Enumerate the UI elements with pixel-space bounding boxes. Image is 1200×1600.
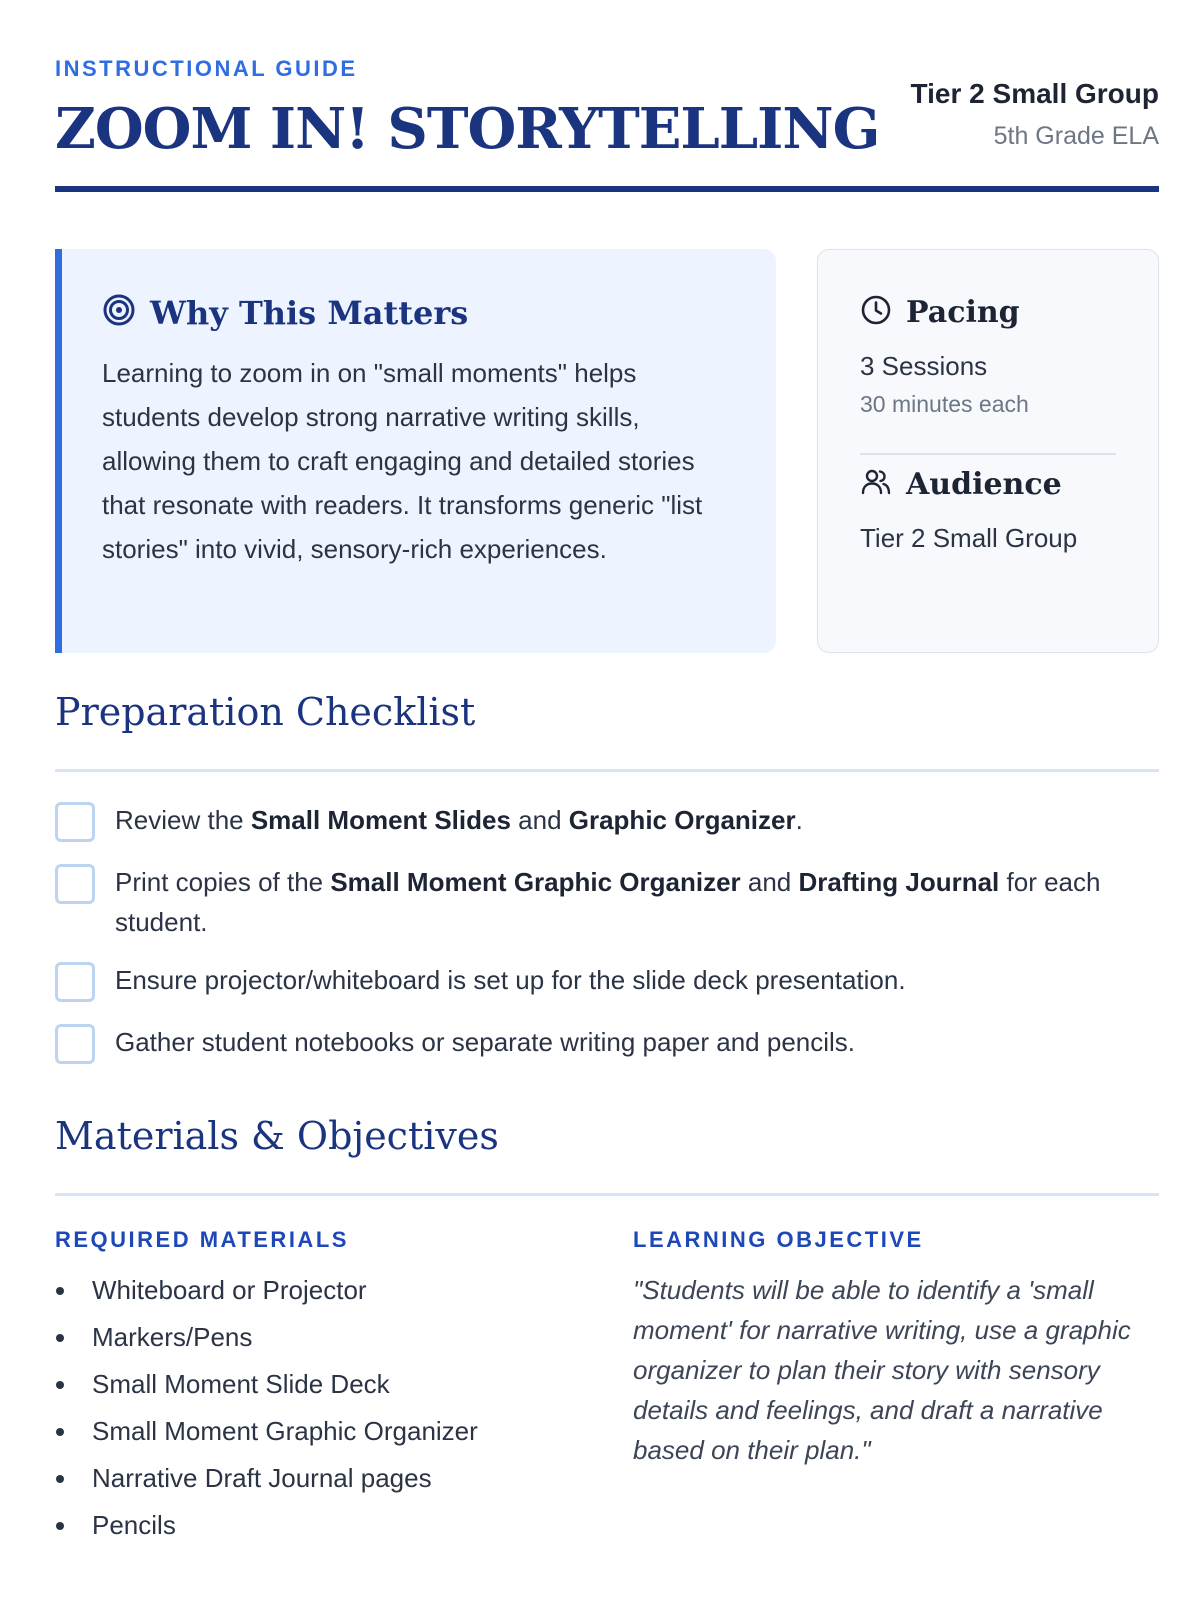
checkbox[interactable] bbox=[55, 962, 95, 1002]
learning-objective-text: "Students will be able to identify a 'small moment' for narrative writing, use a graphic organizer to plan their story with sensory details and feelings, and draft a narrative based on their plan." bbox=[633, 1275, 1131, 1465]
material-label: Small Moment Slide Deck bbox=[92, 1369, 390, 1399]
material-item bbox=[55, 1366, 478, 1413]
checklist-item-text bbox=[115, 1022, 1125, 1064]
checkbox[interactable] bbox=[55, 1024, 95, 1064]
materials-list bbox=[55, 1272, 478, 1554]
plain-text: Review the bbox=[115, 805, 251, 835]
audience-title: Audience bbox=[906, 467, 1062, 502]
document-eyebrow: INSTRUCTIONAL GUIDE bbox=[55, 56, 358, 81]
card-divider bbox=[860, 453, 1116, 455]
bullet-icon bbox=[56, 1334, 64, 1342]
clock-icon bbox=[860, 294, 892, 331]
group-label: Tier 2 Small Group bbox=[910, 78, 1159, 109]
page-title: ZOOM IN! STORYTELLING bbox=[55, 96, 880, 162]
header bbox=[55, 56, 1159, 196]
bullet-icon bbox=[56, 1287, 64, 1295]
material-item bbox=[55, 1413, 478, 1460]
plain-text: Print copies of the bbox=[115, 867, 331, 897]
plain-text: for each student. bbox=[115, 867, 1101, 937]
pacing-title: Pacing bbox=[906, 295, 1020, 330]
objective-label: LEARNING OBJECTIVE bbox=[633, 1227, 924, 1252]
header-divider bbox=[55, 186, 1159, 192]
plain-text: and bbox=[740, 867, 799, 897]
why-body: Learning to zoom in on "small moments" helps students develop strong narrative writing skills, allowing them to craft engaging and detailed stories that resonate with readers. It transforms generic "list stories" into vivid, sensory-rich experiences. bbox=[102, 358, 703, 564]
header-meta bbox=[911, 78, 1159, 151]
checkbox[interactable] bbox=[55, 864, 95, 904]
material-label: Whiteboard or Projector bbox=[92, 1275, 367, 1305]
checklist-item-text bbox=[115, 862, 1125, 942]
material-label: Small Moment Graphic Organizer bbox=[92, 1416, 478, 1446]
materials-label: REQUIRED MATERIALS bbox=[55, 1227, 349, 1252]
plain-text: Ensure projector/whiteboard is set up for the slide deck presentation. bbox=[115, 965, 906, 995]
material-item bbox=[55, 1507, 478, 1554]
instructional-guide-page bbox=[55, 0, 1159, 1600]
emphasis-text: Small Moment Slides bbox=[250, 805, 511, 835]
pacing-sub: 30 minutes each bbox=[860, 391, 1029, 417]
pacing-audience-card bbox=[817, 249, 1159, 653]
material-item bbox=[55, 1319, 478, 1366]
bullet-icon bbox=[56, 1475, 64, 1483]
pacing-value: 3 Sessions bbox=[860, 351, 988, 381]
material-label: Narrative Draft Journal pages bbox=[92, 1463, 432, 1493]
why-this-matters-callout bbox=[55, 249, 776, 653]
material-item bbox=[55, 1460, 478, 1507]
checklist-item bbox=[55, 800, 1159, 842]
emphasis-text: Graphic Organizer bbox=[568, 805, 796, 835]
audience-heading bbox=[860, 466, 1062, 503]
checklist-item-text bbox=[115, 800, 1125, 842]
material-label: Markers/Pens bbox=[92, 1322, 253, 1352]
emphasis-text: Small Moment Graphic Organizer bbox=[330, 867, 741, 897]
plain-text: Gather student notebooks or separate writing paper and pencils. bbox=[115, 1027, 856, 1057]
bullet-icon bbox=[56, 1428, 64, 1436]
checklist-divider bbox=[55, 769, 1159, 772]
plain-text: and bbox=[510, 805, 569, 835]
checklist-item bbox=[55, 960, 1159, 1002]
bullet-icon bbox=[56, 1381, 64, 1389]
audience-value: Tier 2 Small Group bbox=[860, 523, 1078, 553]
materials-divider bbox=[55, 1193, 1159, 1196]
checklist-item bbox=[55, 1022, 1159, 1064]
checklist-heading: Preparation Checklist bbox=[55, 690, 476, 734]
checklist-item bbox=[55, 862, 1159, 942]
materials-objectives-heading: Materials & Objectives bbox=[55, 1114, 499, 1158]
why-title: Why This Matters bbox=[150, 293, 469, 332]
pacing-heading bbox=[860, 294, 1020, 331]
grade-label: 5th Grade ELA bbox=[993, 122, 1159, 150]
target-icon bbox=[102, 293, 136, 332]
plain-text: . bbox=[795, 805, 803, 835]
material-item bbox=[55, 1272, 478, 1319]
users-icon bbox=[860, 466, 892, 503]
bullet-icon bbox=[56, 1522, 64, 1530]
checklist-item-text bbox=[115, 960, 1125, 1002]
emphasis-text: Drafting Journal bbox=[798, 867, 1000, 897]
why-heading bbox=[102, 293, 468, 332]
checkbox[interactable] bbox=[55, 802, 95, 842]
material-label: Pencils bbox=[92, 1510, 176, 1540]
